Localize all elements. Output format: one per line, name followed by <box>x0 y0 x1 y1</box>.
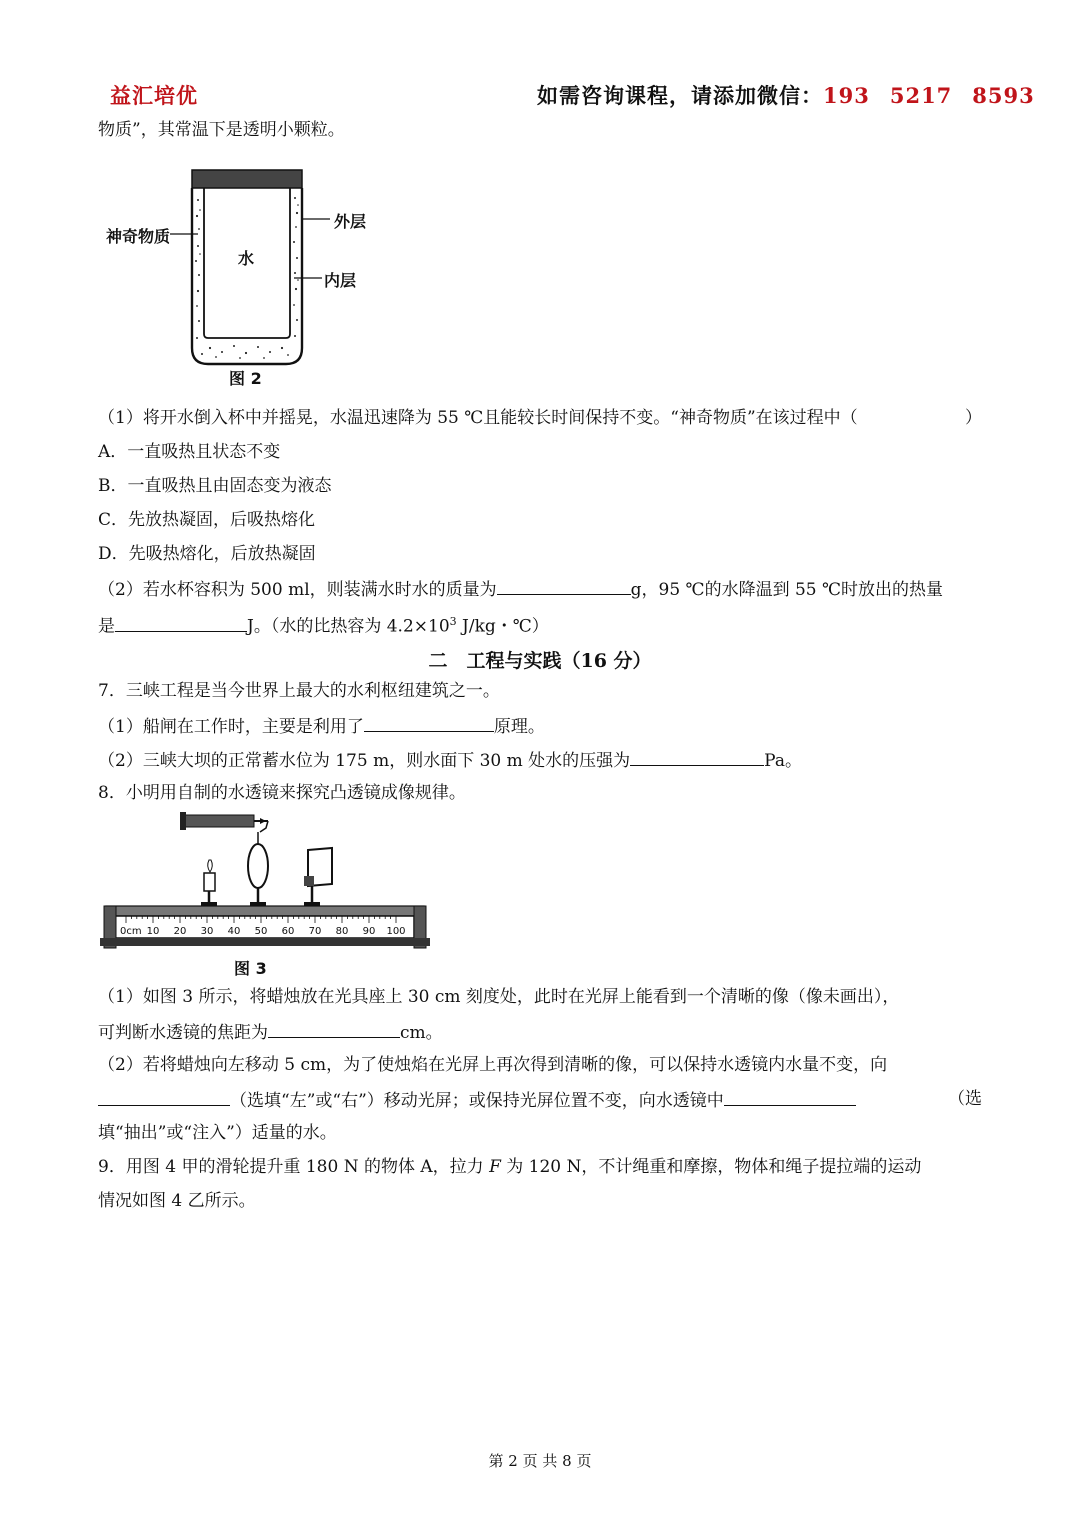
q6-part2-text-b: g，95 ℃的水降温到 55 ℃时放出的热量 <box>630 580 944 600</box>
q8-part2-line1: （2）若将蜡烛向左移动 5 cm，为了使烛焰在光屏上再次得到清晰的像，可以保持水透镜内水量不变，向 <box>98 1055 888 1075</box>
q8-part2-line2 <box>98 1087 856 1113</box>
answer-blank[interactable] <box>497 576 631 595</box>
q6-option-a: A．一直吸热且状态不变 <box>98 442 281 462</box>
phone-part: 8593 <box>972 83 1035 108</box>
q7-part1-text-b: 原理。 <box>493 717 545 737</box>
q6-option-d: D．先吸热熔化，后放热凝固 <box>98 544 316 564</box>
label-inner-layer: 内层 <box>324 271 357 290</box>
q8-part2-text-b: （选填“左”或“右”）移动光屏；或保持光屏位置不变，向水透镜中 <box>230 1091 724 1111</box>
q7-part2 <box>98 747 802 773</box>
force-symbol: F <box>489 1157 501 1177</box>
ruler-label: 100 <box>386 926 406 937</box>
answer-blank[interactable] <box>268 1019 400 1038</box>
q7-part1-text-a: （1）船闸在工作时，主要是利用了 <box>98 717 364 737</box>
brand-name: 益汇培优 <box>110 83 198 108</box>
answer-blank[interactable] <box>364 713 494 732</box>
q7-part1 <box>98 713 545 739</box>
contact-info <box>537 80 1035 110</box>
q6-part2-line2 <box>98 610 549 639</box>
answer-blank[interactable] <box>630 747 764 766</box>
q8-part1-text-b: 可判断水透镜的焦距为 <box>98 1023 268 1043</box>
q8-part2-line3: 填“抽出”或“注入”）适量的水。 <box>98 1123 337 1143</box>
ruler-label: 60 <box>281 926 295 937</box>
ruler-label: 90 <box>362 926 376 937</box>
q6-option-c: C．先放热凝固，后吸热熔化 <box>98 510 316 530</box>
ruler-label: 70 <box>308 926 322 937</box>
contact-label: 如需咨询课程，请添加微信： <box>537 83 823 108</box>
q6-part1 <box>98 406 858 430</box>
ruler-label: 10 <box>146 926 160 937</box>
ruler-label: 80 <box>335 926 349 937</box>
q6-part2-line1 <box>98 576 943 602</box>
q6-part2-text-e: J/kg・℃） <box>456 616 549 637</box>
section-title: 二 工程与实践（16 分） <box>428 650 652 672</box>
q6-part1-text: （1）将开水倒入杯中并摇晃，水温迅速降为 55 ℃且能较长时间保持不变。“神奇物质”在该过程中（ <box>98 408 858 428</box>
q6-option-b: B．一直吸热且由固态变为液态 <box>98 476 332 496</box>
ruler-label: 40 <box>227 926 241 937</box>
q8-stem: 8．小明用自制的水透镜来探究凸透镜成像规律。 <box>98 783 466 803</box>
q6-part2-text-a: （2）若水杯容积为 500 ml，则装满水时水的质量为 <box>98 580 497 600</box>
ruler-label: 30 <box>200 926 214 937</box>
label-water: 水 <box>238 249 255 268</box>
answer-blank[interactable] <box>98 1087 230 1106</box>
exponent: 3 <box>449 615 457 628</box>
figure-3 <box>100 808 430 980</box>
phone-number <box>823 83 1035 108</box>
phone-part: 5217 <box>889 83 953 108</box>
ruler-label: 20 <box>173 926 187 937</box>
figure-2 <box>98 158 398 393</box>
q8-part2-choose: （选 <box>948 1089 982 1109</box>
phone-part: 193 <box>823 83 870 108</box>
figure-2-caption: 图 2 <box>229 369 262 388</box>
answer-blank[interactable] <box>724 1087 856 1106</box>
q7-part2-text-b: Pa。 <box>764 751 802 771</box>
q8-part1-text-c: cm。 <box>400 1023 443 1043</box>
q6-part2-text-d: J。（水的比热容为 4.2×10 <box>247 616 450 637</box>
ruler-label: 0cm <box>120 926 142 937</box>
q7-stem: 7．三峡工程是当今世界上最大的水利枢纽建筑之一。 <box>98 681 500 701</box>
ruler-label: 50 <box>254 926 268 937</box>
figure-3-caption: 图 3 <box>234 959 267 978</box>
q8-part1-line1: （1）如图 3 所示，将蜡烛放在光具座上 30 cm 刻度处，此时在光屏上能看到一个清晰的像（像未画出）， <box>98 987 900 1007</box>
label-outer-layer: 外层 <box>334 212 367 231</box>
q6-part2-text-c: 是 <box>98 616 115 637</box>
answer-blank[interactable] <box>115 613 247 632</box>
q9-line1 <box>98 1155 921 1179</box>
q9-text-a: 9．用图 4 甲的滑轮提升重 180 N 的物体 A，拉力 <box>98 1157 490 1177</box>
label-magic-substance: 神奇物质 <box>106 227 171 246</box>
q9-text-b: 为 120 N，不计绳重和摩擦，物体和绳子提拉端的运动 <box>500 1157 922 1177</box>
optical-bench-diagram <box>100 808 430 980</box>
intro-line: 物质”，其常温下是透明小颗粒。 <box>98 120 345 140</box>
q7-part2-text-a: （2）三峡大坝的正常蓄水位为 175 m，则水面下 30 m 处水的压强为 <box>98 751 631 771</box>
page-number: 第 2 页 共 8 页 <box>488 1452 592 1470</box>
q8-part1-line2 <box>98 1019 443 1045</box>
q6-part1-paren: ） <box>965 408 982 428</box>
q9-line2: 情况如图 4 乙所示。 <box>98 1191 256 1211</box>
